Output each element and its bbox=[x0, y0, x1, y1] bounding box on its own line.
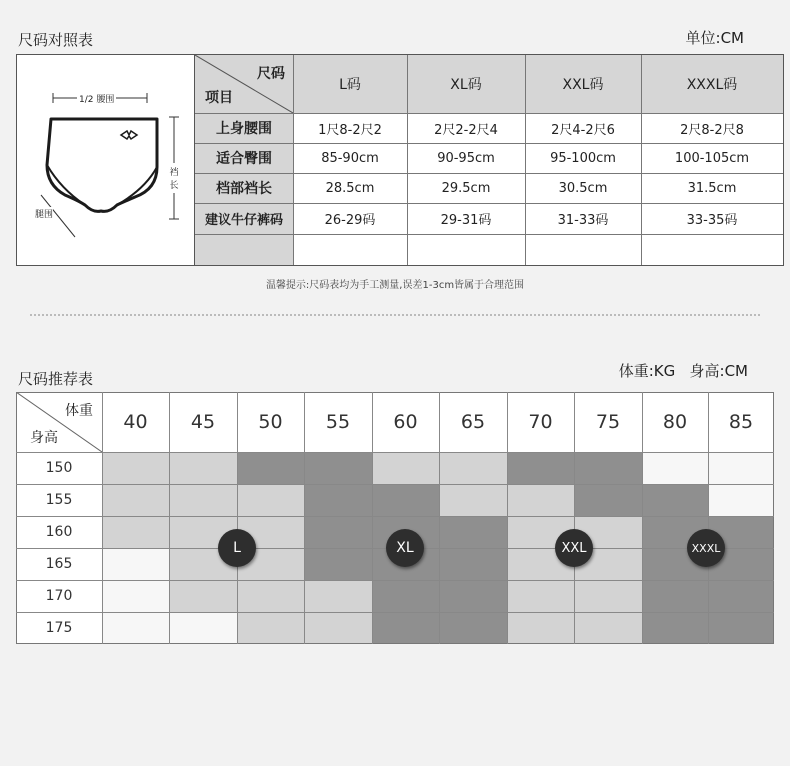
height-label: 150 bbox=[16, 452, 102, 484]
cell-rise-xxxl: 31.5cm bbox=[687, 180, 737, 196]
weight-header: 50 bbox=[237, 392, 304, 452]
divider bbox=[195, 173, 783, 174]
size-header-xxxl: XXXL码 bbox=[686, 77, 738, 93]
cell-waist-xxl: 2尺4-2尺6 bbox=[551, 122, 615, 138]
size-badge-l: L bbox=[218, 529, 256, 567]
grid-lines bbox=[16, 392, 774, 644]
weight-header: 40 bbox=[102, 392, 169, 452]
weight-header: 85 bbox=[708, 392, 774, 452]
divider bbox=[195, 234, 783, 235]
weight-header: 65 bbox=[439, 392, 507, 452]
cell-jeans-xl: 29-31码 bbox=[440, 213, 492, 228]
cell-hip-xxxl: 100-105cm bbox=[674, 150, 750, 166]
weight-header: 70 bbox=[507, 392, 574, 452]
height-label: 155 bbox=[16, 484, 102, 516]
row-label-rise: 档部裆长 bbox=[216, 181, 272, 197]
height-label: 160 bbox=[16, 516, 102, 548]
corner-size-label: 尺码 bbox=[257, 66, 285, 82]
corner-height-label: 身高 bbox=[30, 430, 58, 446]
cell-jeans-l: 26-29码 bbox=[324, 213, 376, 228]
corner-weight-label: 体重 bbox=[65, 403, 93, 419]
cell-hip-xl: 90-95cm bbox=[437, 150, 495, 166]
cell-hip-xxl: 95-100cm bbox=[550, 150, 616, 166]
divider bbox=[195, 113, 783, 114]
cell-rise-xxl: 30.5cm bbox=[558, 180, 608, 196]
cell-rise-l: 28.5cm bbox=[325, 180, 375, 196]
corner-item-label: 项目 bbox=[205, 90, 233, 106]
cell-hip-l: 85-90cm bbox=[321, 150, 379, 166]
size-header-l: L码 bbox=[339, 77, 361, 93]
cell-rise-xl: 29.5cm bbox=[441, 180, 491, 196]
weight-header: 55 bbox=[304, 392, 372, 452]
cell-waist-xl: 2尺2-2尺4 bbox=[434, 122, 498, 138]
size-badge-xxl: XXL bbox=[555, 529, 593, 567]
rise-label: 裆长 bbox=[166, 163, 182, 193]
briefs-illustration bbox=[17, 55, 195, 265]
row-label-jeans: 建议牛仔裤码 bbox=[204, 213, 283, 228]
height-label: 175 bbox=[16, 612, 102, 644]
leg-label: 腿围 bbox=[35, 207, 53, 220]
briefs-diagram-icon bbox=[17, 55, 195, 265]
height-label: 170 bbox=[16, 580, 102, 612]
row-label-hip: 适合臀围 bbox=[216, 151, 272, 167]
divider bbox=[195, 143, 783, 144]
weight-header: 75 bbox=[574, 392, 642, 452]
size-badge-xxxl: XXXL bbox=[687, 529, 725, 567]
weight-header: 45 bbox=[169, 392, 237, 452]
divider bbox=[195, 203, 783, 204]
weight-header: 80 bbox=[642, 392, 708, 452]
size-chart-unit: 单位:CM bbox=[685, 29, 744, 47]
waist-label: 1/2 腰围 bbox=[77, 92, 116, 105]
cell-jeans-xxl: 31-33码 bbox=[557, 213, 609, 228]
size-chart-table bbox=[16, 54, 784, 266]
recommend-unit: 体重:KG 身高:CM bbox=[618, 362, 748, 380]
size-chart-title: 尺码对照表 bbox=[18, 31, 94, 49]
size-header-xxl: XXL码 bbox=[562, 77, 604, 93]
dotted-separator bbox=[30, 314, 760, 316]
cell-jeans-xxxl: 33-35码 bbox=[686, 213, 738, 228]
row-label-waist: 上身腰围 bbox=[216, 121, 272, 137]
recommend-title: 尺码推荐表 bbox=[18, 370, 94, 388]
measurement-note: 温馨提示:尺码表均为手工测量,误差1-3cm皆属于合理范围 bbox=[265, 280, 525, 291]
cell-waist-xxxl: 2尺8-2尺8 bbox=[680, 122, 744, 138]
cell-waist-l: 1尺8-2尺2 bbox=[318, 122, 382, 138]
recommend-table bbox=[16, 392, 774, 644]
height-label: 165 bbox=[16, 548, 102, 580]
size-header-xl: XL码 bbox=[450, 77, 482, 93]
weight-header: 60 bbox=[372, 392, 439, 452]
size-badge-xl: XL bbox=[386, 529, 424, 567]
